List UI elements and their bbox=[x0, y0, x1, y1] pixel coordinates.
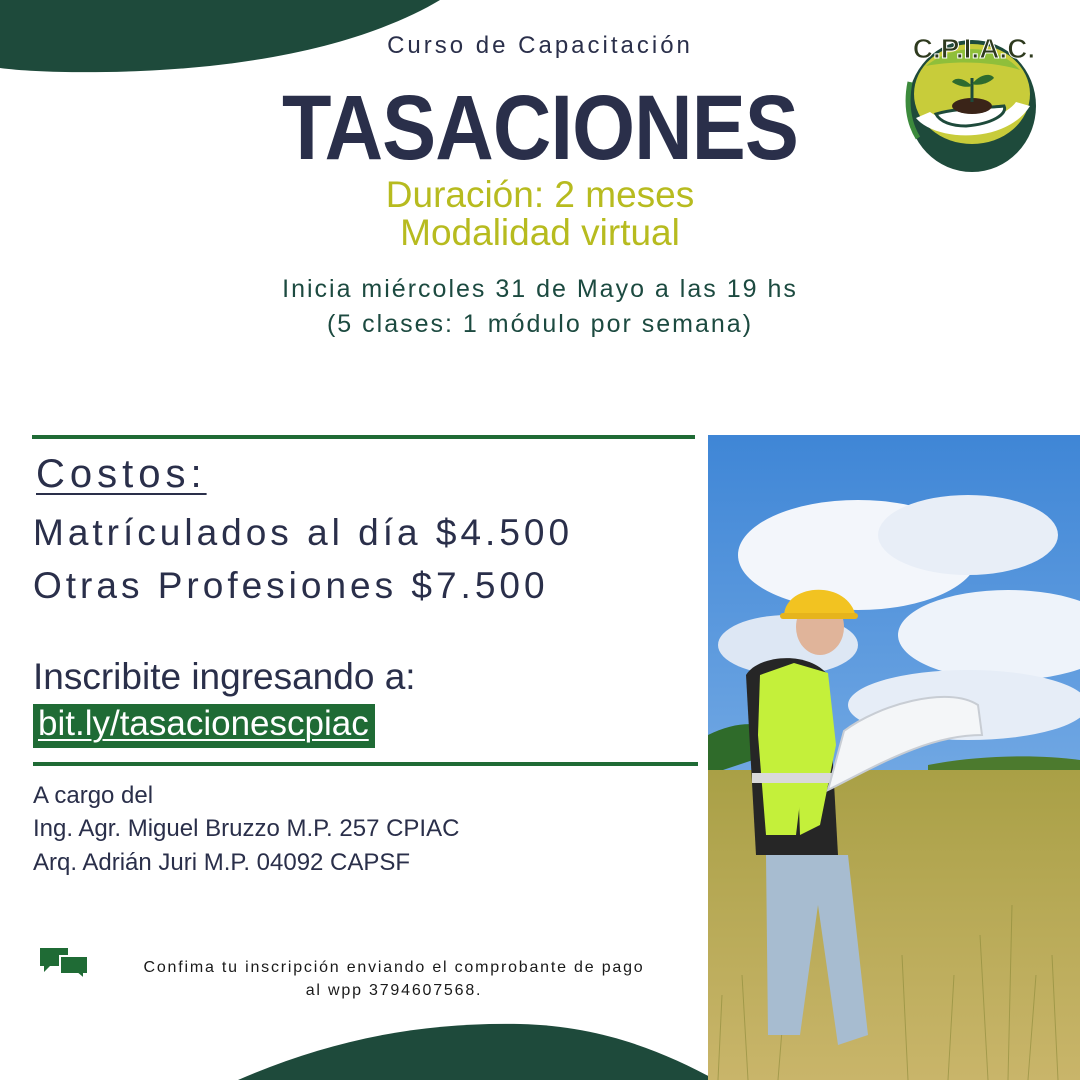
cost-item-members: Matrículados al día $4.500 bbox=[33, 512, 574, 553]
confirmation-note bbox=[94, 956, 694, 1002]
course-details bbox=[0, 176, 1080, 252]
cost-item-other: Otras Profesiones $7.500 bbox=[33, 565, 549, 606]
course-title: TASACIONES bbox=[282, 77, 798, 179]
signup-link[interactable]: bit.ly/tasacionescpiac bbox=[33, 704, 375, 748]
confirmation-line-2: al wpp 3794607568. bbox=[305, 982, 483, 999]
surveyor-in-field-photo bbox=[708, 435, 1080, 1080]
staff-intro: A cargo del bbox=[33, 782, 154, 809]
course-subtitle: Curso de Capacitación bbox=[387, 32, 693, 59]
logo-text: C.P.I.A.C. bbox=[912, 33, 1036, 64]
staff-person-2: Arq. Adrián Juri M.P. 04092 CAPSF bbox=[33, 849, 411, 876]
costs-heading: Costos: bbox=[36, 452, 207, 496]
duration-text: Duración: 2 meses bbox=[385, 174, 695, 215]
chat-bubbles-icon bbox=[38, 946, 90, 980]
modality-text: Modalidad virtual bbox=[400, 212, 680, 253]
cpiac-logo bbox=[896, 22, 1052, 178]
divider-top bbox=[32, 435, 695, 439]
schedule-info bbox=[0, 272, 1080, 342]
divider-middle bbox=[33, 762, 698, 766]
start-date-text: Inicia miércoles 31 de Mayo a las 19 hs bbox=[282, 275, 798, 303]
staff-person-1: Ing. Agr. Miguel Bruzzo M.P. 257 CPIAC bbox=[33, 815, 460, 842]
confirmation-line-1: Confima tu inscripción enviando el comprobante de pago bbox=[143, 959, 645, 976]
signup-label: Inscribite ingresando a: bbox=[33, 656, 416, 697]
classes-text: (5 clases: 1 módulo por semana) bbox=[326, 310, 754, 338]
